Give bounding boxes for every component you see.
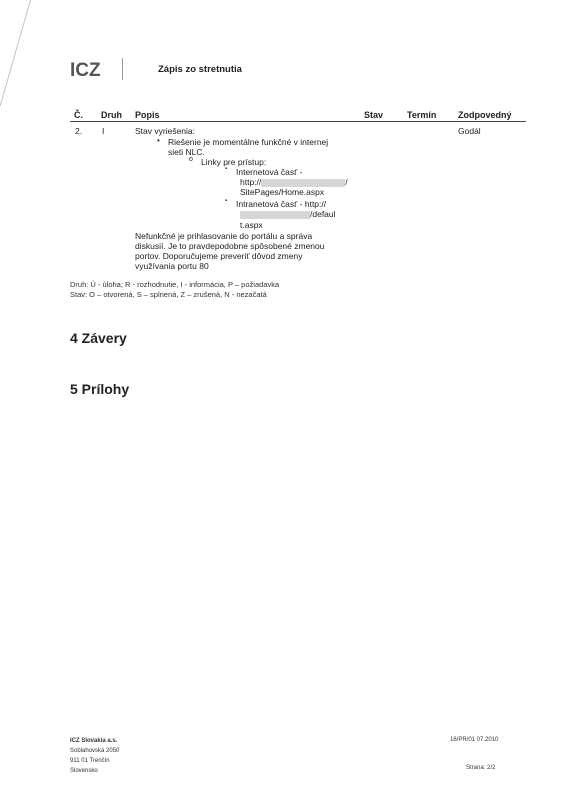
desc-line: sieti NLC. <box>168 147 205 157</box>
footer-street: Soblahovská 2050 <box>70 748 120 754</box>
col-header-type: Druh <box>101 110 122 120</box>
col-header-description: Popis <box>135 110 160 120</box>
desc-line: Linky pre prístup: <box>201 157 267 167</box>
desc-line: diskusií. Je to pravdepodobne spôsobené zmenou <box>135 241 325 251</box>
desc-line: Stav vyriešenia: <box>135 126 195 136</box>
scan-artifact-line <box>0 0 31 106</box>
redacted-block <box>240 211 310 219</box>
desc-line: Internetová časť - <box>236 167 303 177</box>
footer-page-number: Strana: 2/2 <box>466 765 496 771</box>
desc-line: využívania portu 80 <box>135 261 209 271</box>
bullet-icon: • <box>157 136 160 145</box>
circle-bullet-icon: o <box>189 156 193 163</box>
square-bullet-icon: ▪ <box>225 166 228 172</box>
desc-line: Riešenie je momentálne funkčné v internej <box>168 137 329 147</box>
desc-line: portov. Doporučujeme preveriť dôvod zmeny <box>135 251 303 261</box>
company-logo: ICZ <box>70 60 101 81</box>
footer-company: ICZ Slovakia a.s. <box>70 738 118 744</box>
url-suffix: /defaul <box>310 209 336 219</box>
desc-line-url <box>240 209 336 219</box>
col-header-responsible: Zodpovedný <box>458 110 512 120</box>
table-header-rule <box>70 121 526 122</box>
row-type: I <box>102 126 105 136</box>
footer-doc-reference: 16/PR/01 07.2010 <box>450 737 499 743</box>
url-suffix: / <box>345 177 348 187</box>
legend-status: Stav: O – otvorená, S – splnená, Z – zrušená, N - nezačatá <box>70 290 267 299</box>
url-prefix: http:// <box>240 177 262 187</box>
legend-type: Druh: Ú - úloha; R - rozhodnutie, I - informácia, P – požiadavka <box>70 280 280 289</box>
redacted-block <box>261 177 348 187</box>
header-divider <box>122 58 123 80</box>
section-heading-attachments: 5 Prílohy <box>70 381 130 397</box>
desc-line: t.aspx <box>240 220 263 230</box>
desc-line-url <box>240 177 348 187</box>
col-header-number: Č. <box>74 110 83 120</box>
footer-country: Slovensko <box>70 768 98 774</box>
footer-city: 911 01 Trenčín <box>70 758 110 764</box>
square-bullet-icon: ▪ <box>225 198 228 204</box>
row-responsible: Godál <box>458 126 481 136</box>
col-header-term: Termín <box>407 110 437 120</box>
section-heading-conclusions: 4 Závery <box>70 330 127 346</box>
desc-line: Nefunkčné je prihlasovanie do portálu a správa <box>135 231 313 241</box>
col-header-status: Stav <box>364 110 384 120</box>
row-number: 2. <box>75 126 83 136</box>
document-title: Zápis zo stretnutia <box>158 64 242 75</box>
desc-line: Intranetová časť - http:// <box>236 199 327 209</box>
desc-line: SitePages/Home.aspx <box>240 187 325 197</box>
